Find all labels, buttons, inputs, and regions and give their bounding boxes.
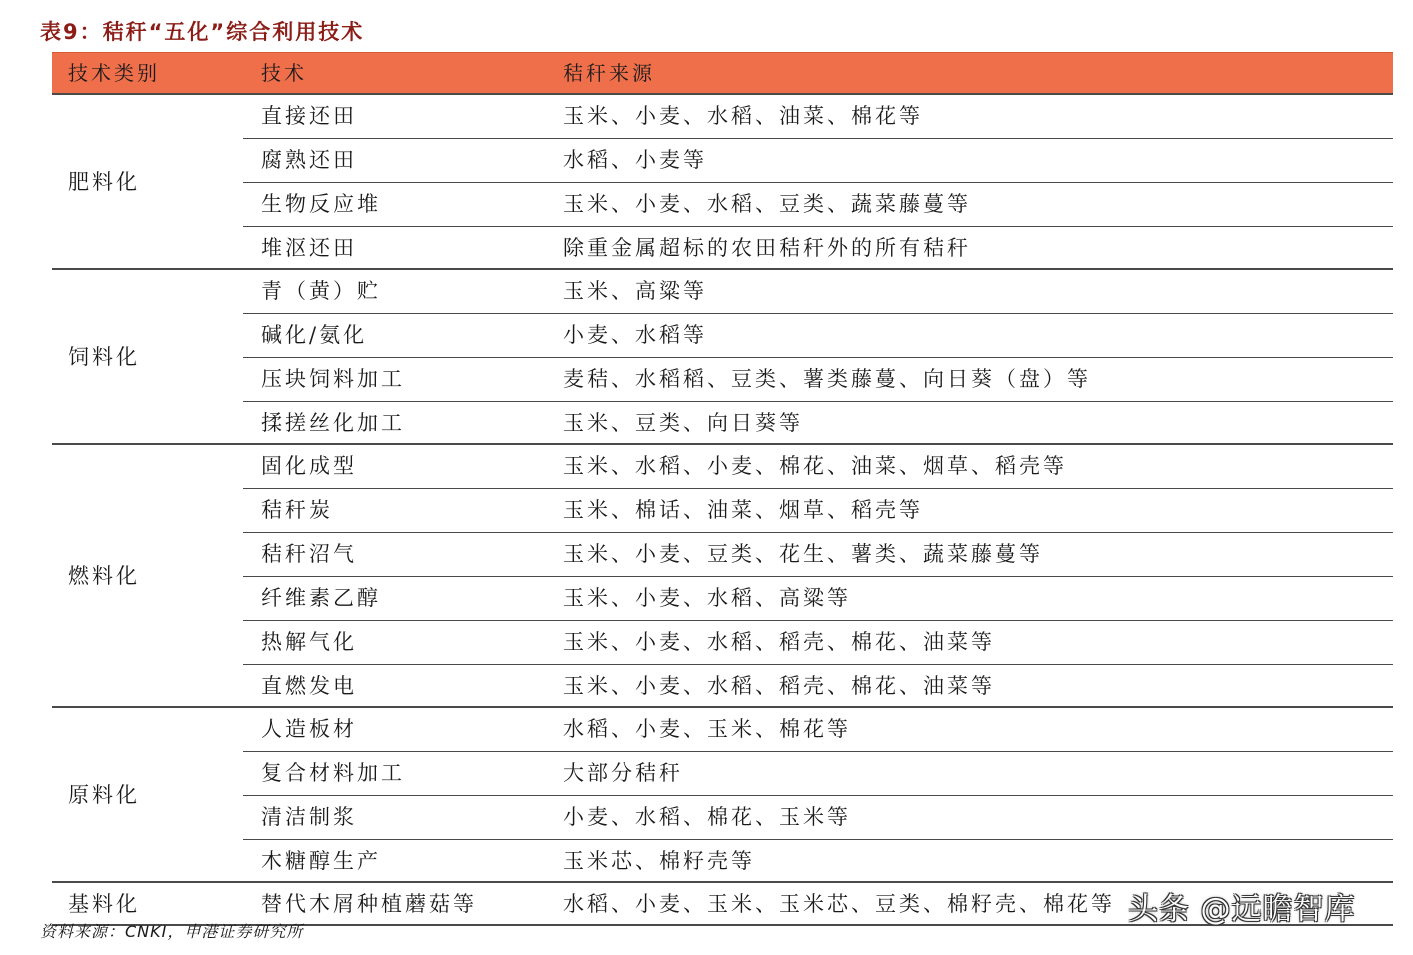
source-cell: 玉米、小麦、水稻、高粱等 [563, 586, 851, 610]
category-cell: 肥料化 [68, 169, 140, 194]
table-group-fertilizer [52, 95, 1393, 270]
table-group-raw-material [52, 708, 1393, 883]
source-cell: 玉米、小麦、豆类、花生、薯类、蔬菜藤蔓等 [563, 542, 1043, 566]
category-cell: 饲料化 [68, 344, 140, 369]
tech-cell: 生物反应堆 [261, 192, 381, 216]
tech-cell: 碱化/氨化 [261, 323, 368, 347]
source-cell: 玉米、小麦、水稻、油菜、棉花等 [563, 104, 923, 128]
tech-cell: 固化成型 [261, 454, 357, 478]
category-cell: 燃料化 [68, 563, 140, 588]
table-row [243, 270, 1393, 313]
table-row [243, 226, 1393, 268]
source-note: 资料来源：CNKI，申港证券研究所 [40, 922, 304, 941]
table-row [243, 357, 1393, 401]
table-row [243, 401, 1393, 443]
source-cell: 小麦、水稻、棉花、玉米等 [563, 805, 851, 829]
tech-cell: 腐熟还田 [261, 148, 357, 172]
tech-cell: 复合材料加工 [261, 761, 405, 785]
header-straw-source: 秸秆来源 [563, 61, 655, 85]
source-cell: 除重金属超标的农田秸秆外的所有秸秆 [563, 236, 971, 260]
source-cell: 水稻、小麦、玉米、玉米芯、豆类、棉籽壳、棉花等 [563, 892, 1115, 916]
source-cell: 玉米、小麦、水稻、豆类、蔬菜藤蔓等 [563, 192, 971, 216]
source-cell: 玉米、小麦、水稻、稻壳、棉花、油菜等 [563, 674, 995, 698]
table-row [243, 751, 1393, 795]
tech-cell: 青（黄）贮 [261, 279, 381, 303]
tech-cell: 堆沤还田 [261, 236, 357, 260]
table-group-fuel [52, 445, 1393, 708]
source-cell: 大部分秸秆 [563, 761, 683, 785]
watermark: 头条 @远瞻智库 [1128, 892, 1356, 927]
source-cell: 麦秸、水稻稻、豆类、薯类藤蔓、向日葵（盘）等 [563, 367, 1091, 391]
table-row [243, 795, 1393, 839]
table-title: 表9：秸秆“五化”综合利用技术 [40, 20, 365, 44]
source-cell: 玉米、高粱等 [563, 279, 707, 303]
table-row [243, 445, 1393, 488]
source-cell: 玉米芯、棉籽壳等 [563, 849, 755, 873]
table-row [243, 532, 1393, 576]
tech-cell: 压块饲料加工 [261, 367, 405, 391]
header-technology: 技术 [261, 61, 307, 85]
table-row [243, 576, 1393, 620]
source-cell: 水稻、小麦、玉米、棉花等 [563, 717, 851, 741]
tech-cell: 直燃发电 [261, 674, 357, 698]
table-header [52, 52, 1393, 95]
tech-cell: 热解气化 [261, 630, 357, 654]
table-row [243, 313, 1393, 357]
table-group-feed [52, 270, 1393, 445]
category-cell: 基料化 [68, 891, 140, 916]
tech-cell: 纤维素乙醇 [261, 586, 381, 610]
tech-cell: 直接还田 [261, 104, 357, 128]
table-row [243, 488, 1393, 532]
tech-cell: 揉搓丝化加工 [261, 411, 405, 435]
tech-cell: 人造板材 [261, 717, 357, 741]
source-cell: 水稻、小麦等 [563, 148, 707, 172]
source-cell: 玉米、棉话、油菜、烟草、稻壳等 [563, 498, 923, 522]
source-cell: 小麦、水稻等 [563, 323, 707, 347]
data-table [52, 52, 1393, 926]
tech-cell: 秸秆炭 [261, 498, 333, 522]
tech-cell: 秸秆沼气 [261, 542, 357, 566]
table-row [243, 182, 1393, 226]
source-cell: 玉米、水稻、小麦、棉花、油菜、烟草、稻壳等 [563, 454, 1067, 478]
source-cell: 玉米、小麦、水稻、稻壳、棉花、油菜等 [563, 630, 995, 654]
table-row [243, 138, 1393, 182]
header-category: 技术类别 [68, 61, 160, 85]
category-cell: 原料化 [68, 782, 140, 807]
table-row [243, 839, 1393, 881]
table-row [243, 95, 1393, 138]
tech-cell: 木糖醇生产 [261, 849, 381, 873]
source-cell: 玉米、豆类、向日葵等 [563, 411, 803, 435]
tech-cell: 清洁制浆 [261, 805, 357, 829]
table-row [243, 708, 1393, 751]
table-row [243, 664, 1393, 706]
tech-cell: 替代木屑种植蘑菇等 [261, 892, 477, 916]
table-row [243, 620, 1393, 664]
